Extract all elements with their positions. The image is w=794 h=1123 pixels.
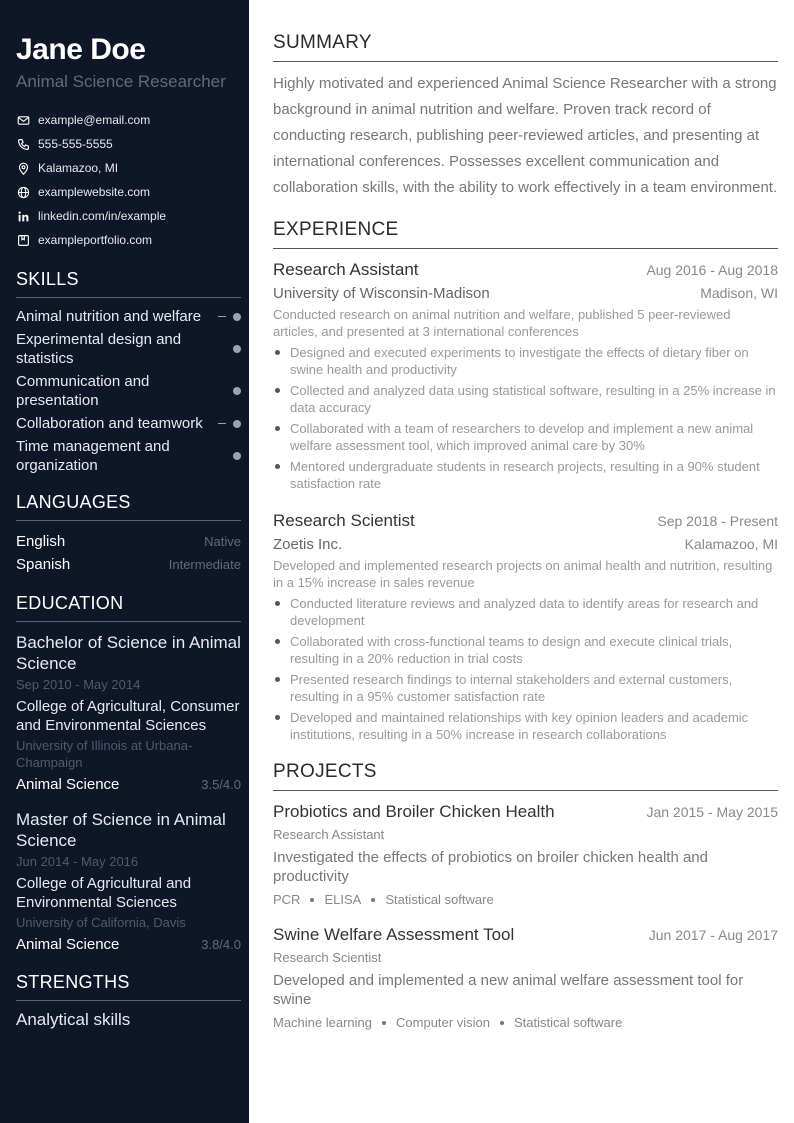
skills-heading: SKILLS bbox=[16, 268, 241, 298]
job-title: Research Assistant bbox=[273, 260, 419, 279]
contact-email[interactable] bbox=[16, 108, 241, 132]
contact-website[interactable] bbox=[16, 180, 241, 204]
contact-text: examplewebsite.com bbox=[38, 185, 151, 199]
contact-location bbox=[16, 156, 241, 180]
education-heading: EDUCATION bbox=[16, 592, 241, 622]
project-item bbox=[273, 924, 778, 1031]
globe-icon bbox=[16, 185, 30, 199]
project-tag: Statistical software bbox=[385, 892, 494, 907]
education-university: University of California, Davis bbox=[16, 915, 186, 930]
contact-text: exampleportfolio.com bbox=[38, 233, 153, 247]
candidate-name: Jane Doe bbox=[16, 33, 146, 66]
education-date: Sep 2010 - May 2014 bbox=[16, 677, 141, 692]
education-gpa: 3.8/4.0 bbox=[201, 937, 241, 952]
skill-label: Experimental design and statistics bbox=[16, 331, 182, 367]
skill-item bbox=[16, 437, 241, 475]
contact-text: linkedin.com/in/example bbox=[38, 209, 167, 223]
project-tag: ELISA bbox=[324, 892, 362, 907]
job-bullet: Collaborated with cross-functional teams to design and execute clinical trials, resulting in a 20% reduction in trial costs bbox=[273, 633, 778, 667]
skills-list bbox=[16, 307, 241, 475]
skill-label: Animal nutrition and welfare bbox=[16, 308, 202, 325]
main-content bbox=[273, 32, 778, 1031]
job-description: Conducted research on animal nutrition and welfare, published 5 peer-reviewed articles, and presented at 3 international conferences bbox=[273, 307, 731, 339]
project-item bbox=[273, 801, 778, 908]
job-bullet: Presented research findings to internal stakeholders and external customers, resulting in a 95% customer satisfaction rate bbox=[273, 671, 778, 705]
languages-list bbox=[16, 530, 241, 576]
contact-phone[interactable] bbox=[16, 132, 241, 156]
sidebar bbox=[0, 0, 249, 1123]
education-university: University of Illinois at Urbana-Champaign bbox=[16, 738, 193, 770]
job-bullet: Designed and executed experiments to investigate the effects of dietary fiber on swine health and productivity bbox=[273, 344, 778, 378]
job-location: Kalamazoo, MI bbox=[684, 536, 778, 552]
project-tag: Machine learning bbox=[273, 1015, 373, 1030]
projects-heading: PROJECTS bbox=[273, 761, 778, 791]
contact-text: 555-555-5555 bbox=[38, 137, 113, 151]
job-bullet: Collected and analyzed data using statistical software, resulting in a 25% increase in data accuracy bbox=[273, 382, 778, 416]
summary-heading: SUMMARY bbox=[273, 32, 778, 62]
linkedin-icon bbox=[16, 209, 30, 223]
project-tags bbox=[273, 891, 778, 908]
project-tag: PCR bbox=[273, 892, 301, 907]
project-role: Research Assistant bbox=[273, 827, 385, 842]
project-tag: Statistical software bbox=[513, 1015, 623, 1030]
skill-level bbox=[233, 387, 241, 395]
language-name: English bbox=[16, 533, 66, 550]
skill-item bbox=[16, 330, 241, 368]
education-gpa: 3.5/4.0 bbox=[201, 777, 241, 792]
education-degree: Bachelor of Science in Animal Science bbox=[16, 633, 241, 673]
job-location: Madison, WI bbox=[700, 285, 778, 301]
experience-item bbox=[273, 259, 778, 492]
education-list bbox=[16, 632, 241, 955]
skill-label: Collaboration and teamwork bbox=[16, 415, 203, 432]
job-description: Developed and implemented research projects on animal health and nutrition, resulting in a 15% increase in sales revenue bbox=[273, 558, 773, 590]
experience-heading: EXPERIENCE bbox=[273, 219, 778, 249]
education-field: Animal Science bbox=[16, 936, 120, 953]
job-date: Sep 2018 - Present bbox=[657, 513, 778, 529]
project-date: Jan 2015 - May 2015 bbox=[646, 804, 778, 820]
language-item bbox=[16, 530, 241, 553]
email-icon bbox=[16, 113, 30, 127]
skill-label: Communication and presentation bbox=[16, 373, 150, 409]
project-date: Jun 2017 - Aug 2017 bbox=[648, 927, 778, 943]
contact-text: example@email.com bbox=[38, 113, 151, 127]
job-bullets bbox=[273, 595, 778, 743]
job-bullets bbox=[273, 344, 778, 492]
job-date: Aug 2016 - Aug 2018 bbox=[646, 262, 778, 278]
skill-item bbox=[16, 414, 241, 433]
contact-portfolio[interactable] bbox=[16, 228, 241, 252]
candidate-title: Animal Science Researcher bbox=[16, 72, 226, 91]
education-field: Animal Science bbox=[16, 776, 120, 793]
skill-label: Time management and organization bbox=[16, 438, 170, 474]
skill-level bbox=[218, 420, 241, 428]
job-company: University of Wisconsin-Madison bbox=[273, 285, 490, 302]
education-field-row bbox=[16, 935, 241, 955]
skill-item bbox=[16, 372, 241, 410]
phone-icon bbox=[16, 137, 30, 151]
skill-level bbox=[233, 452, 241, 460]
contact-list bbox=[16, 108, 241, 252]
language-item bbox=[16, 553, 241, 576]
education-college: College of Agricultural and Environmental Sciences bbox=[16, 875, 192, 911]
language-level: Intermediate bbox=[168, 557, 241, 572]
education-degree: Master of Science in Animal Science bbox=[16, 810, 226, 850]
job-company: Zoetis Inc. bbox=[273, 536, 343, 553]
strength-item: Analytical skills bbox=[16, 1010, 131, 1029]
skill-level bbox=[218, 313, 241, 321]
portfolio-icon bbox=[16, 233, 30, 247]
project-tags bbox=[273, 1014, 778, 1031]
education-item bbox=[16, 632, 241, 795]
contact-linkedin[interactable] bbox=[16, 204, 241, 228]
job-bullet: Developed and maintained relationships with key opinion leaders and academic institutions, resulting in a 50% increase in research collaborations bbox=[273, 709, 778, 743]
job-bullet: Mentored undergraduate students in research projects, resulting in a 90% student satisfaction rate bbox=[273, 458, 778, 492]
project-title: Swine Welfare Assessment Tool bbox=[273, 925, 515, 944]
languages-heading: LANGUAGES bbox=[16, 491, 241, 521]
education-date: Jun 2014 - May 2016 bbox=[16, 854, 139, 869]
education-field-row bbox=[16, 775, 241, 795]
project-description: Investigated the effects of probiotics on broiler chicken health and productivity bbox=[273, 849, 708, 885]
job-bullet: Conducted literature reviews and analyzed data to identify areas for research and development bbox=[273, 595, 778, 629]
job-bullet: Collaborated with a team of researchers to develop and implement a new animal welfare assessment tool, which improved animal care by 30% bbox=[273, 420, 778, 454]
location-icon bbox=[16, 161, 30, 175]
strengths-heading: STRENGTHS bbox=[16, 971, 241, 1001]
project-title: Probiotics and Broiler Chicken Health bbox=[273, 802, 555, 821]
project-role: Research Scientist bbox=[273, 950, 382, 965]
job-title: Research Scientist bbox=[273, 511, 415, 530]
project-description: Developed and implemented a new animal welfare assessment tool for swine bbox=[273, 972, 744, 1008]
language-level: Native bbox=[204, 534, 241, 549]
project-tag: Computer vision bbox=[396, 1015, 490, 1030]
skill-level bbox=[233, 345, 241, 353]
contact-text: Kalamazoo, MI bbox=[38, 161, 119, 175]
skill-item bbox=[16, 307, 241, 326]
language-name: Spanish bbox=[16, 556, 71, 573]
education-item bbox=[16, 809, 241, 955]
experience-item bbox=[273, 510, 778, 743]
education-college: College of Agricultural, Consumer and Environmental Sciences bbox=[16, 698, 240, 734]
summary-text: Highly motivated and experienced Animal Science Researcher with a strong background in animal nutrition and welfare. Proven track record of conducting research, publishing peer-reviewed articles, and presenting at international conferences. Possesses excellent communication and collaboration skills, with the ability to work effectively in a team environment. bbox=[273, 75, 778, 196]
